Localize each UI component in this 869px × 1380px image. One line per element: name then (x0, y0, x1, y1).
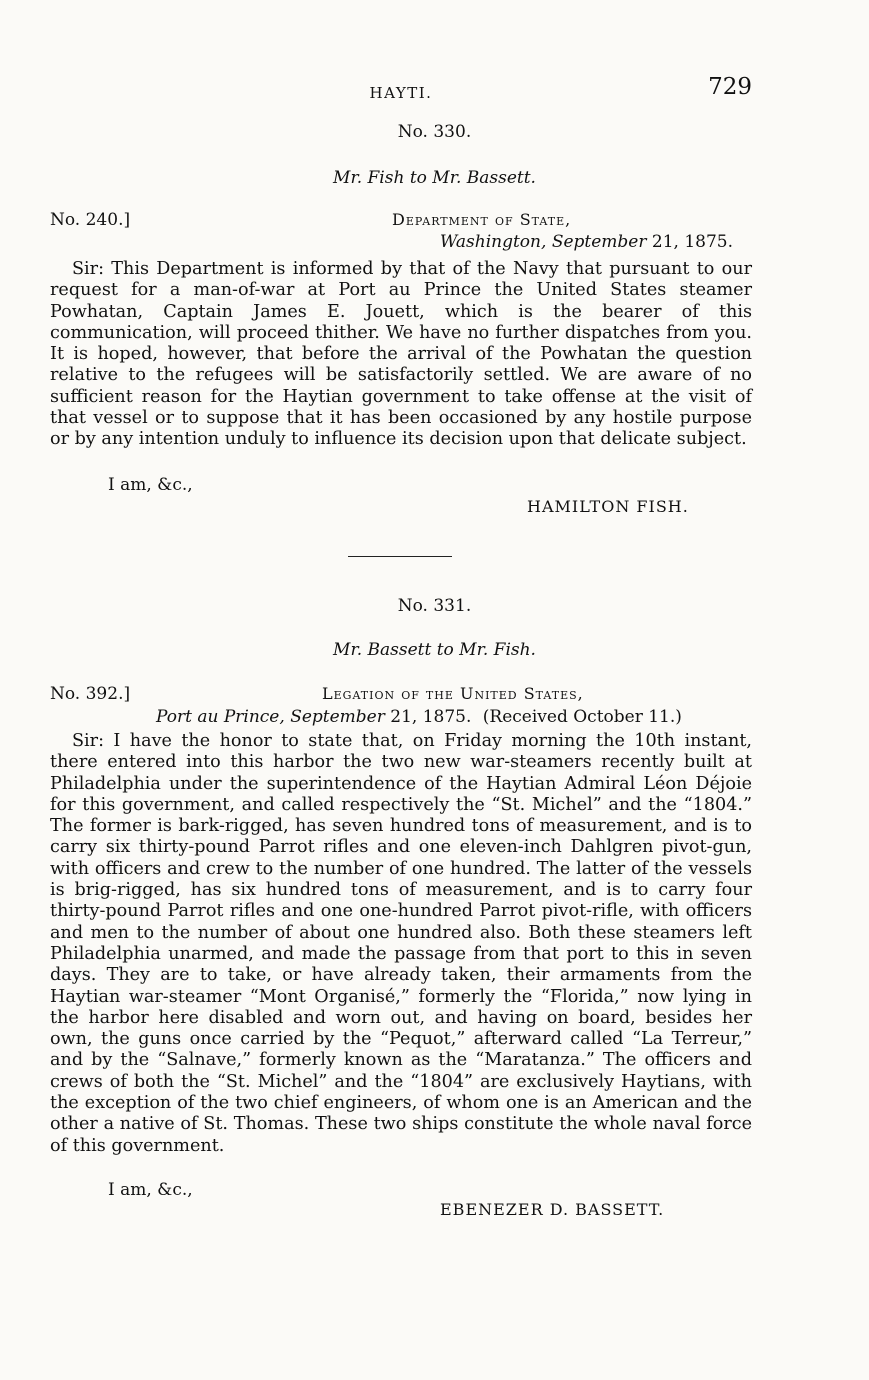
letter-heading: Mr. Bassett to Mr. Fish. (333, 640, 536, 660)
running-head (50, 74, 752, 108)
section-divider (348, 556, 452, 557)
letter-closing: I am, &c., (108, 1180, 193, 1200)
date-place: Washington, (439, 232, 547, 252)
letter-reference: No. 240.] (50, 210, 131, 230)
page-number: 729 (708, 74, 752, 100)
letter-place: Department of State, (392, 210, 572, 229)
date-month: September (290, 707, 385, 727)
date-day-year: 21, 1875. (390, 707, 472, 727)
letter-reference: No. 392.] (50, 684, 131, 704)
date-month: September (551, 232, 647, 252)
letter-dateline (156, 707, 682, 727)
running-title: HAYTI. (369, 84, 433, 102)
letter-number: No. 331. (397, 596, 472, 616)
letter-body: Sir: I have the honor to state that, on Friday morning the 10th instant, there entered into this harbor the two new war-steamers recently built at Philadelphia under the superintendence of the Haytian Admiral Léon Déjoie for this government, and called respectively the “St. Michel” and the “1804.” The former is bark-rigged, has seven hundred tons of measurement, and is to carry six thirty-pound Parrot rifles and one eleven-inch Dahlgren pivot-gun, with officers and crew to the number of one hundred. The latter of the vessels is brig-rigged, has six hundred tons of measurement, and is to carry four thirty-pound Parrot rifles and one one-hundred Parrot pivot-rifle, with officers and men to the number of about one hundred also. Both these steamers left Philadelphia unarmed, and made the passage from that port to this in seven days. They are to take, or have already taken, their armaments from the Haytian war-steamer “Mont Organisé,” formerly the “Florida,” now lying in the harbor here disabled and worn out, and having on board, besides her own, the guns once carried by the “Pequot,” afterward called “La Terreur,” and by the “Salnave,” formerly known as the “Maratanza.” The officers and crews of both the “St. Michel” and the “1804” are exclusively Haytians, with the exception of the two chief engineers, of whom one is an American and the other a native of St. Thomas. These two ships constitute the whole naval force of this government. (50, 731, 752, 1156)
letter-heading: Mr. Fish to Mr. Bassett. (333, 168, 536, 188)
date-day-year: 21, 1875. (651, 232, 733, 252)
letter-body: Sir: This Department is informed by that of the Navy that pursuant to our request for a man-of-war at Port au Prince the United States steamer Powhatan, Captain James E. Jouett, which is the bearer of this communication, will proceed thither. We have no further dispatches from you. It is hoped, however, that before the arrival of the Powhatan the question relative to the refugees will be satisfactorily settled. We are aware of no sufficient reason for the Haytian government to take offense at the visit of that vessel or to suppose that it has been occasioned by any hostile purpose or by any intention unduly to influence its decision upon that delicate subject. (50, 259, 752, 450)
letter-closing: I am, &c., (108, 475, 193, 495)
letter-dateline (440, 232, 733, 252)
date-received: (Received October 11.) (482, 707, 682, 727)
letter-place: Legation of the United States, (322, 684, 584, 703)
letter-signature: HAMILTON FISH. (527, 497, 689, 516)
letter-number: No. 330. (397, 122, 472, 142)
date-place: Port au Prince, (156, 707, 285, 727)
letter-signature: EBENEZER D. BASSETT. (440, 1200, 665, 1219)
